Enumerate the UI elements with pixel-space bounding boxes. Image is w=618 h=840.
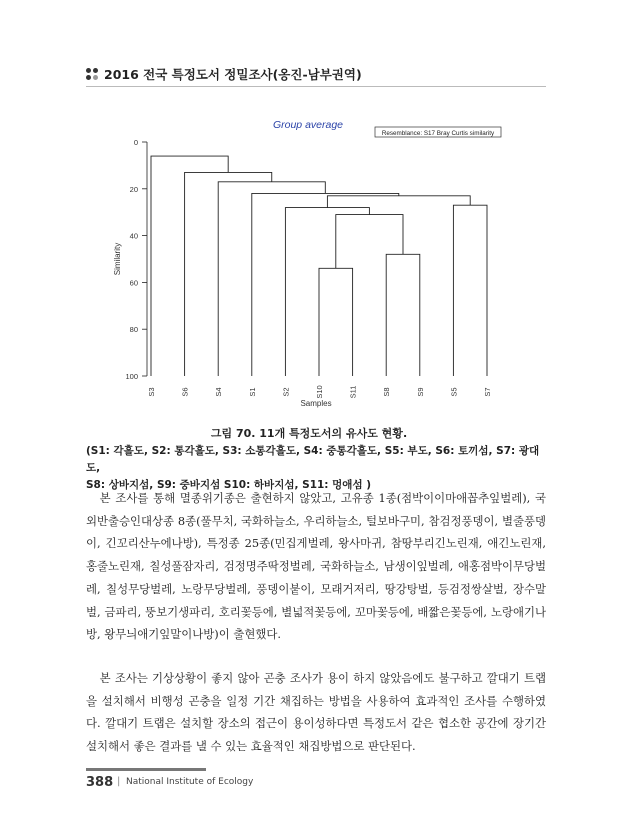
leaf-labels (147, 385, 492, 398)
dendrogram-merge-5 (453, 205, 487, 376)
annotation-text: Resemblance: S17 Bray Curtis similarity (381, 130, 495, 137)
y-ticks (125, 138, 147, 381)
footer-separator: | (117, 776, 121, 787)
dendrogram-merge-9 (185, 172, 272, 376)
footer-rule (86, 768, 206, 771)
y-axis-label: Similarity (113, 242, 122, 276)
dendrogram-merge-8 (218, 182, 325, 376)
dendrogram-merge-1 (319, 268, 353, 376)
figure-caption: 그림 70. 11개 특정도서의 유사도 현황. (210, 427, 408, 440)
running-header (86, 64, 546, 84)
leaf-label-s2: S2 (281, 387, 291, 397)
leaf-label-s9: S9 (415, 387, 425, 397)
legend-line-2: S8: 상바지섬, S9: 중바지섬 S10: 하바지섬, S11: 멍애섬 ) (86, 479, 372, 491)
dendrogram-chart (100, 112, 520, 412)
leaf-label-s7: S7 (483, 387, 492, 397)
leaf-label-s10: S10 (315, 385, 324, 399)
dendrogram-merge-3 (336, 215, 403, 269)
dendrogram-merge-6 (327, 196, 470, 208)
y-tick-label: 100 (125, 372, 138, 381)
body-paragraph-2: 본 조사는 기상상황이 좋지 않아 곤충 조사가 용이 하지 않았음에도 불구하고 깔대기 트랩을 설치해서 비행성 곤충을 일정 기간 채집하는 방법을 사용하여 효과적인 조사를 수행하였다. 깔대기 트랩은 설치할 장소의 접근이 용이성하다면 특정도서 같은 협소한 공간에 장기간 설치해서 좋은 결과를 낼 수 있는 효율적인 채집방법으로 판단된다. (86, 671, 546, 754)
y-tick-label: 80 (129, 325, 138, 335)
header-rule (86, 86, 546, 87)
leaf-label-s8: S8 (382, 387, 392, 397)
dendrogram-merge-4 (285, 208, 369, 376)
page-number: 388 (86, 775, 114, 790)
dendrogram-links (151, 156, 487, 376)
leaf-label-s6: S6 (180, 387, 190, 397)
leaf-label-s4: S4 (214, 387, 224, 397)
page-footer (86, 768, 546, 788)
leaf-label-s5: S5 (449, 387, 459, 397)
y-tick-label: 0 (133, 138, 138, 147)
dendrogram-merge-7 (252, 193, 399, 376)
legend-line-1: (S1: 각흘도, S2: 통각흘도, S3: 소통각흘도, S4: 중통각흘도, S5: 부도, S6: 토끼섬, S7: 광대도, (86, 445, 540, 474)
leaf-label-s1: S1 (247, 387, 257, 397)
leaf-label-s11: S11 (348, 385, 358, 399)
header-title: 2016 전국 특정도서 정밀조사(옹진-남부권역) (104, 67, 362, 82)
x-axis-label: Samples (300, 399, 332, 408)
header-dots-icon (86, 68, 100, 80)
y-tick-label: 20 (129, 184, 138, 194)
leaf-label-s3: S3 (147, 387, 156, 397)
y-tick-label: 40 (129, 231, 138, 241)
body-paragraph-1: 본 조사를 통해 멸종위기종은 출현하지 않았고, 고유종 1종(점박이이마애꼽추잎벌레), 국외반출승인대상종 8종(풀무치, 국화하늘소, 우리하늘소, 털보바구미, 참검정풍뎅이, 별줄풍뎅이, 긴꼬리산누에나방), 특정종 25종(민집게벌레, 왕사마귀, 참땅부리긴노린재, 애긴노린재, 홍줄노린재, 칠성풀잠자리, 검정명주딱정벌레, 국화하늘소, 남생이잎벌레, 애홍점박이무당벌레, 칠성무당벌레, 노랑무당벌레, 풍뎅이붙이, 모래거저리, 땅강탕벌, 등검정쌍살벌, 장수말벌, 금파리, 뚱보기생파리, 호리꽃등에, 별넓적꽃등에, 꼬마꽃등에, 배짧은꽃등에, 노랑애기나방, 왕무늬애기잎말이나방)이 출현했다. (86, 491, 546, 642)
chart-title: Group average (272, 119, 344, 131)
y-tick-label: 60 (129, 278, 138, 288)
dendrogram-merge-2 (386, 254, 420, 376)
dendrogram-merge-10 (151, 156, 228, 376)
footer-institute: National Institute of Ecology (126, 777, 254, 787)
